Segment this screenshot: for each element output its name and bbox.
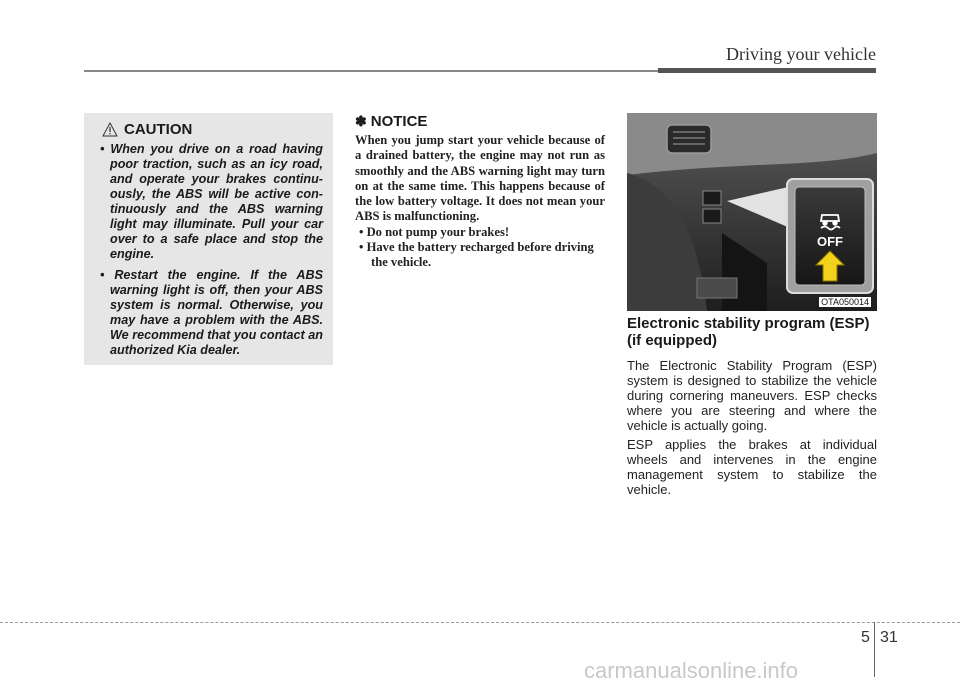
notice-item: • Do not pump your brakes! (355, 225, 605, 240)
page-separator (874, 622, 875, 677)
caution-item: • Restart the engine. If the ABS warning light is off, then your ABS system is normal. Otherwise, you may have a problem with the ABS. We recommend that you contact an authorized Kia dealer. (94, 268, 323, 358)
caution-heading (102, 121, 323, 138)
notice-body: When you jump start your vehicle because of a drained battery, the engine may not run as smoothly and the ABS warning light may turn on at the same time. This happens because of the low battery voltage. It does not mean your ABS is malfunctioning. (355, 133, 605, 224)
section-number: 5 (861, 629, 870, 646)
esp-paragraph: The Electronic Stability Program (ESP) system is designed to stabilize the vehicle during cornering maneuvers. ESP checks where you are steering and where the vehicle is actually going. (627, 358, 877, 433)
esp-off-button-label: OFF (817, 234, 843, 249)
notice-item: • Have the battery recharged before driving the vehicle. (355, 240, 605, 271)
esp-heading: Electronic stability program (ESP) (if equipped) (627, 315, 870, 349)
esp-paragraph: ESP applies the brakes at individual wheels and intervenes in the engine management system to stabilize the vehicle. (627, 437, 877, 497)
esp-section (627, 315, 877, 497)
figure-code: OTA050014 (821, 297, 869, 307)
dashboard-illustration (627, 113, 877, 311)
warning-triangle-icon (102, 122, 118, 137)
header-title: Driving your vehicle (726, 44, 876, 64)
caution-title: CAUTION (124, 121, 193, 138)
caution-list (94, 142, 323, 358)
caution-box (84, 113, 333, 365)
notice-title: NOTICE (370, 113, 428, 130)
notice-list (355, 225, 605, 271)
caution-item: • When you drive on a road having poor traction, such as an icy road, and operate your brakes continu-ously, the ABS will be active con-tinuously and the ABS warning light may illuminate. Pull your car over to a safe place and stop the engine. (94, 142, 323, 262)
dashboard-photo (627, 113, 877, 311)
footer-rule (0, 622, 960, 623)
watermark: carmanualsonline.info (584, 658, 799, 683)
notice-section (355, 113, 605, 271)
header-rule-accent (658, 68, 876, 73)
notice-heading (355, 113, 605, 130)
page-number: 31 (880, 629, 898, 646)
notice-star-icon: ✽ (355, 113, 367, 129)
